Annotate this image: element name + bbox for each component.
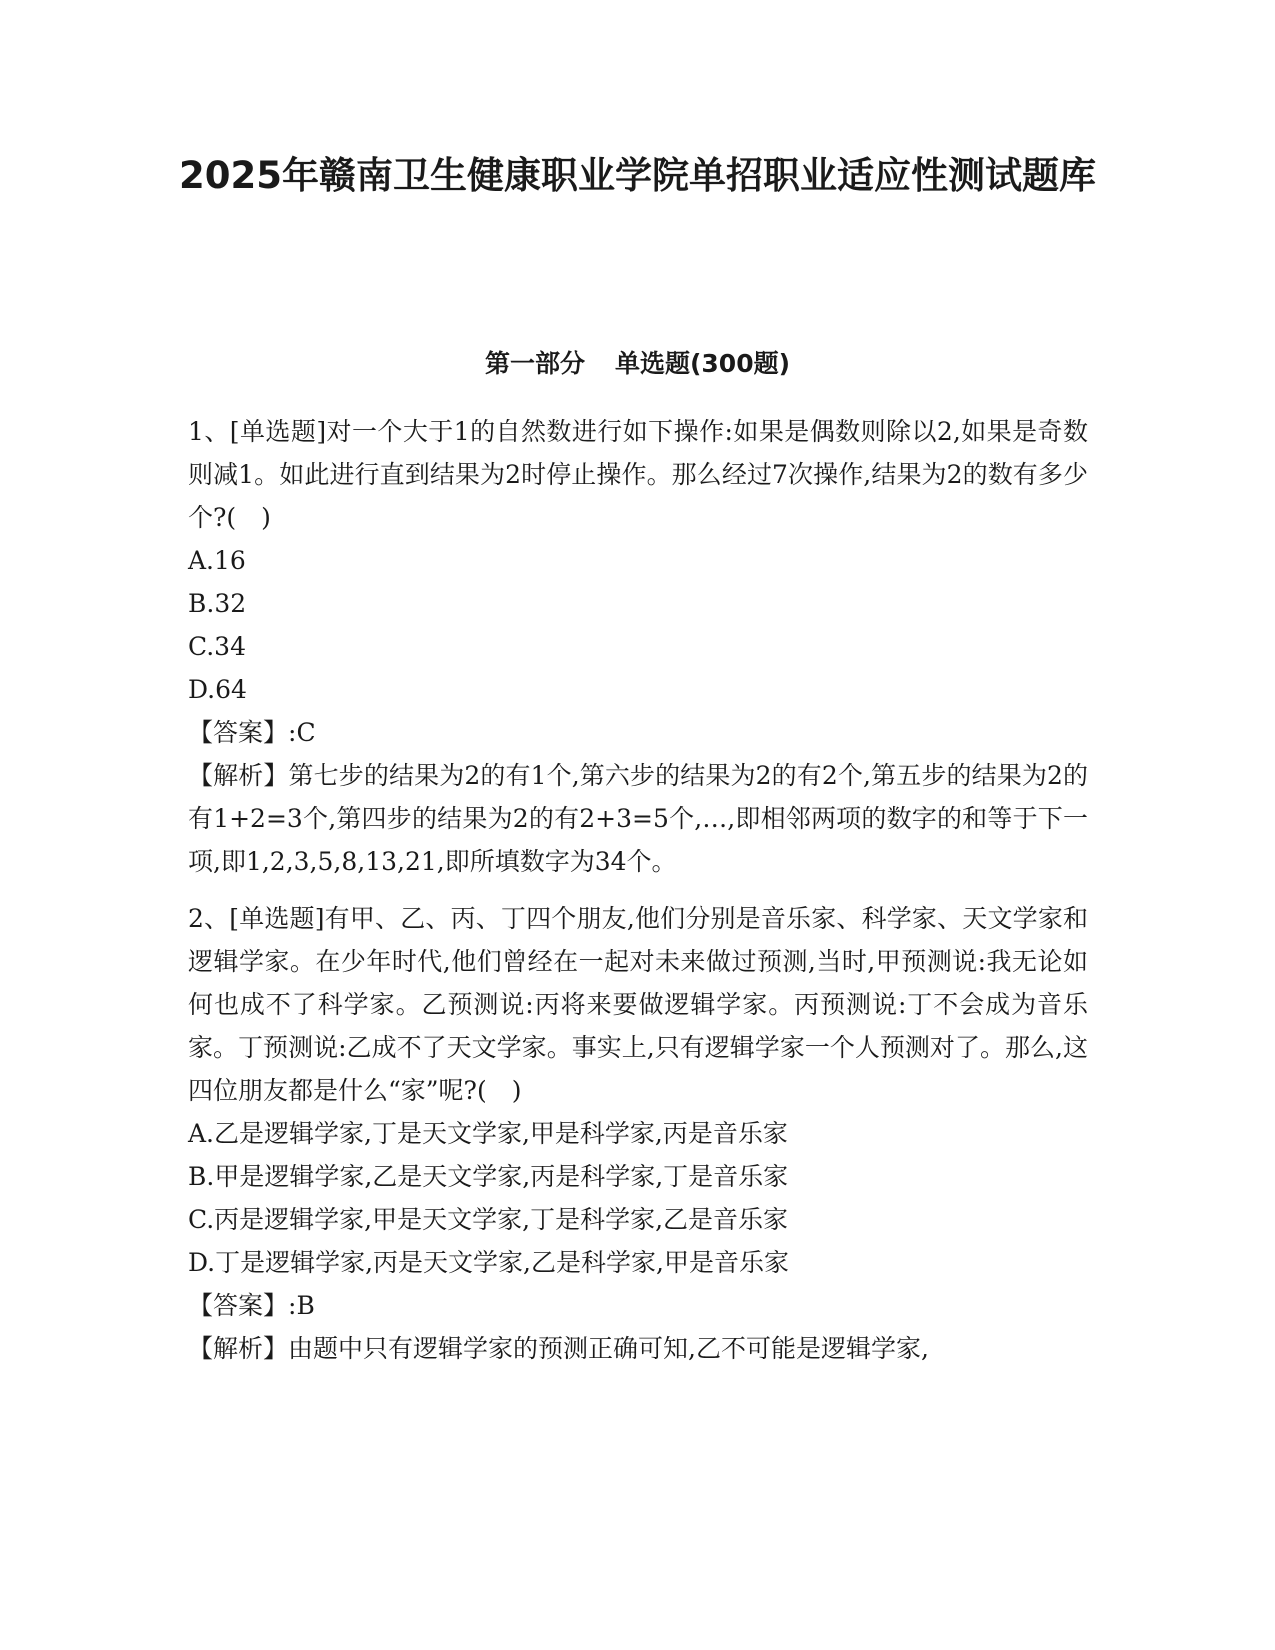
option-b: B.甲是逻辑学家,乙是天文学家,丙是科学家,丁是音乐家 (188, 1162, 789, 1191)
option-d: D.丁是逻辑学家,丙是天文学家,乙是科学家,甲是音乐家 (188, 1248, 789, 1277)
answer-label: 【答案】 (188, 1291, 289, 1320)
option-b: B.32 (188, 589, 247, 618)
question-number: 2、 (188, 904, 230, 933)
option-a: A.16 (188, 546, 246, 575)
question-stem (188, 897, 1088, 1112)
analysis-label: 【解析】 (188, 761, 289, 790)
option-d: D.64 (188, 675, 247, 704)
option-c: C.34 (188, 632, 246, 661)
analysis-text: 由题中只有逻辑学家的预测正确可知,乙不可能是逻辑学家, (288, 1334, 929, 1363)
question-type: [单选题] (229, 417, 327, 446)
question-text: 对一个大于1的自然数进行如下操作:如果是偶数则除以2,如果是奇数则减1。如此进行直到结果为2时停止操作。那么经过7次操作,结果为2的数有多少个?( ) (188, 417, 1088, 532)
question-list (188, 410, 1088, 1384)
answer-line (188, 711, 1088, 754)
section-name: 单选题(300题) (614, 349, 791, 378)
analysis-line (188, 1327, 1088, 1370)
answer-value: C (296, 718, 316, 747)
analysis-text: 第七步的结果为2的有1个,第六步的结果为2的有2个,第五步的结果为2的有1+2=3个,第四步的结果为2的有2+3=5个,…,即相邻两项的数字的和等于下一项,即1,2,3,5,8,13,21,即所填数字为34个。 (188, 761, 1088, 876)
option-a: A.乙是逻辑学家,丁是天文学家,甲是科学家,丙是音乐家 (188, 1119, 788, 1148)
answer-line (188, 1284, 1088, 1327)
question-type: [单选题] (229, 904, 325, 933)
question-1 (188, 410, 1088, 883)
answer-value: B (296, 1291, 315, 1320)
analysis-label: 【解析】 (188, 1334, 289, 1363)
question-number: 1、 (188, 417, 230, 446)
answer-label: 【答案】 (188, 718, 289, 747)
document-title: 2025年赣南卫生健康职业学院单招职业适应性测试题库 (179, 154, 1096, 197)
option-c: C.丙是逻辑学家,甲是天文学家,丁是科学家,乙是音乐家 (188, 1205, 789, 1234)
question-text: 有甲、乙、丙、丁四个朋友,他们分别是音乐家、科学家、天文学家和逻辑学家。在少年时代,他们曾经在一起对未来做过预测,当时,甲预测说:我无论如何也成不了科学家。乙预测说:丙将来要做逻辑学家。丙预测说:丁不会成为音乐家。丁预测说:乙成不了天文学家。事实上,只有逻辑学家一个人预测对了。那么,这四位朋友都是什么“家”呢?( ) (188, 904, 1089, 1105)
answer-separator: : (288, 1291, 297, 1320)
analysis-line (188, 754, 1088, 883)
answer-separator: : (288, 718, 297, 747)
question-2 (188, 897, 1088, 1370)
question-stem (188, 410, 1088, 539)
section-part: 第一部分 (484, 349, 585, 378)
section-heading (150, 345, 1125, 383)
